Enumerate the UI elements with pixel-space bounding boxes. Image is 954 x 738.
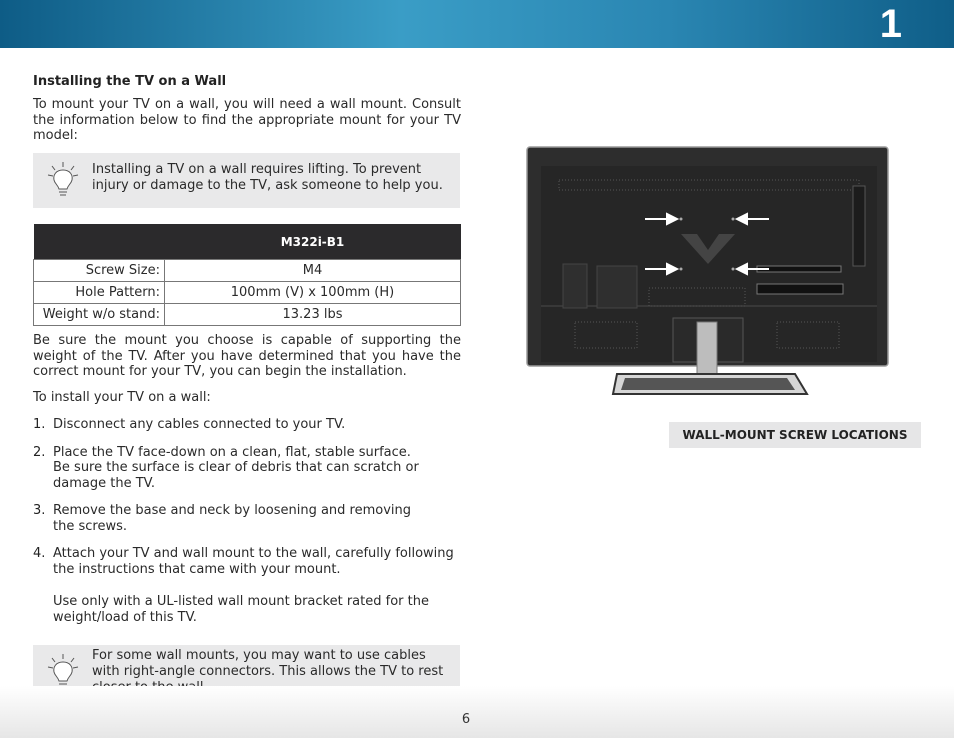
- row-label: Screw Size:: [34, 260, 165, 282]
- lightbulb-icon: [47, 161, 79, 203]
- page-number: 6: [461, 712, 471, 727]
- capacity-paragraph: Be sure the mount you choose is capable of supporting the weight of the TV. After you have determined that you have the correct mount for your TV, you can begin the installation.: [33, 333, 461, 379]
- step-text: Remove the base and neck by loosening and removing the screws.: [53, 503, 412, 534]
- intro-paragraph: To mount your TV on a wall, you will need a wall mount. Consult the information below to find the appropriate mount for your TV model:: [33, 97, 461, 143]
- chapter-number: 1: [879, 2, 902, 46]
- row-value: M4: [165, 260, 461, 282]
- page-header-bar: [0, 0, 954, 48]
- table-row: [34, 304, 461, 326]
- step-number: 1.: [33, 417, 46, 432]
- step-text: Disconnect any cables connected to your TV.: [53, 417, 346, 432]
- step-extra: Be sure the surface is clear of debris that can scratch or damage the TV.: [53, 460, 419, 491]
- step-text: Place the TV face-down on a clean, flat, stable surface.: [53, 445, 411, 460]
- tv-back-illustration: [525, 146, 891, 402]
- step-text: Attach your TV and wall mount to the wall, carefully following the instructions that came with your mount.: [53, 546, 454, 577]
- figure-caption: WALL-MOUNT SCREW LOCATIONS: [669, 422, 921, 448]
- section-title: Installing the TV on a Wall: [33, 74, 227, 89]
- step-number: 2.: [33, 445, 46, 460]
- step-number: 4.: [33, 546, 46, 561]
- row-value: 100mm (V) x 100mm (H): [165, 282, 461, 304]
- row-label: Hole Pattern:: [34, 282, 165, 304]
- row-value: 13.23 lbs: [165, 304, 461, 326]
- table-row: [34, 260, 461, 282]
- tip-text: For some wall mounts, you may want to use cables with right-angle connectors. This allows the TV to rest: [92, 648, 444, 679]
- table-row: [34, 282, 461, 304]
- tip-note-lifting: [33, 153, 460, 208]
- install-intro: To install your TV on a wall:: [33, 390, 211, 405]
- mount-spec-table: [33, 224, 461, 326]
- table-header-row: [34, 224, 461, 260]
- step-number: 3.: [33, 503, 46, 518]
- tip-text: Installing a TV on a wall requires lifting. To prevent injury or damage to the TV, ask someone to help you.: [92, 162, 443, 193]
- model-header: M322i-B1: [165, 224, 461, 260]
- step-extra: Use only with a UL-listed wall mount bracket rated for the weight/load of this TV.: [53, 594, 429, 625]
- row-label: Weight w/o stand:: [34, 304, 165, 326]
